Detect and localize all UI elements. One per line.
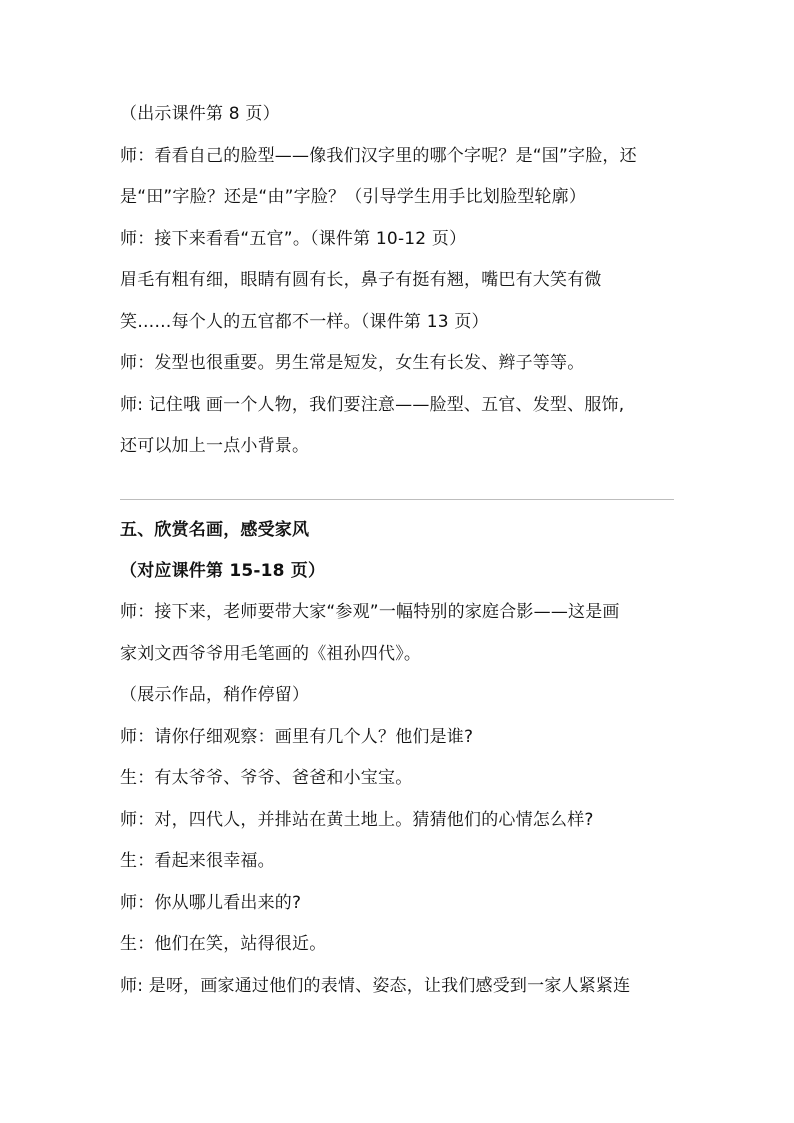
paragraph-line: 师：你从哪儿看出来的? [120, 893, 302, 913]
paragraph-line: 师：接下来看看“五官”。（课件第 10-12 页） [120, 229, 467, 249]
section-heading: 五、欣赏名画，感受家风 [120, 520, 310, 540]
paragraph-line: 是“田”字脸？还是“由”字脸？（引导学生用手比划脸型轮廓） [120, 187, 587, 207]
paragraph-line: 师: 记住哦 画一个人物，我们要注意——脸型、五官、发型、服饰, [120, 395, 625, 415]
paragraph-line: 师：看看自己的脸型——像我们汉字里的哪个字呢？是“国”字脸，还 [120, 146, 637, 166]
paragraph-line: 师：发型也很重要。男生常是短发，女生有长发、辫子等等。 [120, 353, 585, 373]
paragraph-line: 师：对，四代人，并排站在黄土地上。猜猜他们的心情怎么样? [120, 810, 594, 830]
paragraph-line: （展示作品，稍作停留） [120, 685, 310, 705]
paragraph-line: 生：他们在笑，站得很近。 [120, 934, 327, 954]
paragraph-line: 笑……每个人的五官都不一样。（课件第 13 页） [120, 312, 489, 332]
paragraph-line: 眉毛有粗有细，眼睛有圆有长，鼻子有挺有翘，嘴巴有大笑有微 [120, 270, 602, 290]
paragraph-line: 还可以加上一点小背景。 [120, 436, 310, 456]
paragraph-line: 生：有太爷爷、爷爷、爸爸和小宝宝。 [120, 768, 413, 788]
section-subheading: （对应课件第 15-18 页） [120, 561, 326, 581]
paragraph-line: 师：请你仔细观察：画里有几个人？他们是谁? [120, 727, 474, 747]
paragraph-line: 师: 是呀，画家通过他们的表情、姿态，让我们感受到一家人紧紧连 [120, 976, 631, 996]
paragraph-line: （出示课件第 8 页） [120, 104, 280, 124]
paragraph-line: 生：看起来很幸福。 [120, 851, 275, 871]
paragraph-line: 家刘文西爷爷用毛笔画的《祖孙四代》。 [120, 644, 422, 664]
section-divider [120, 499, 674, 500]
paragraph-line: 师：接下来，老师要带大家“参观”一幅特别的家庭合影——这是画 [120, 602, 620, 622]
